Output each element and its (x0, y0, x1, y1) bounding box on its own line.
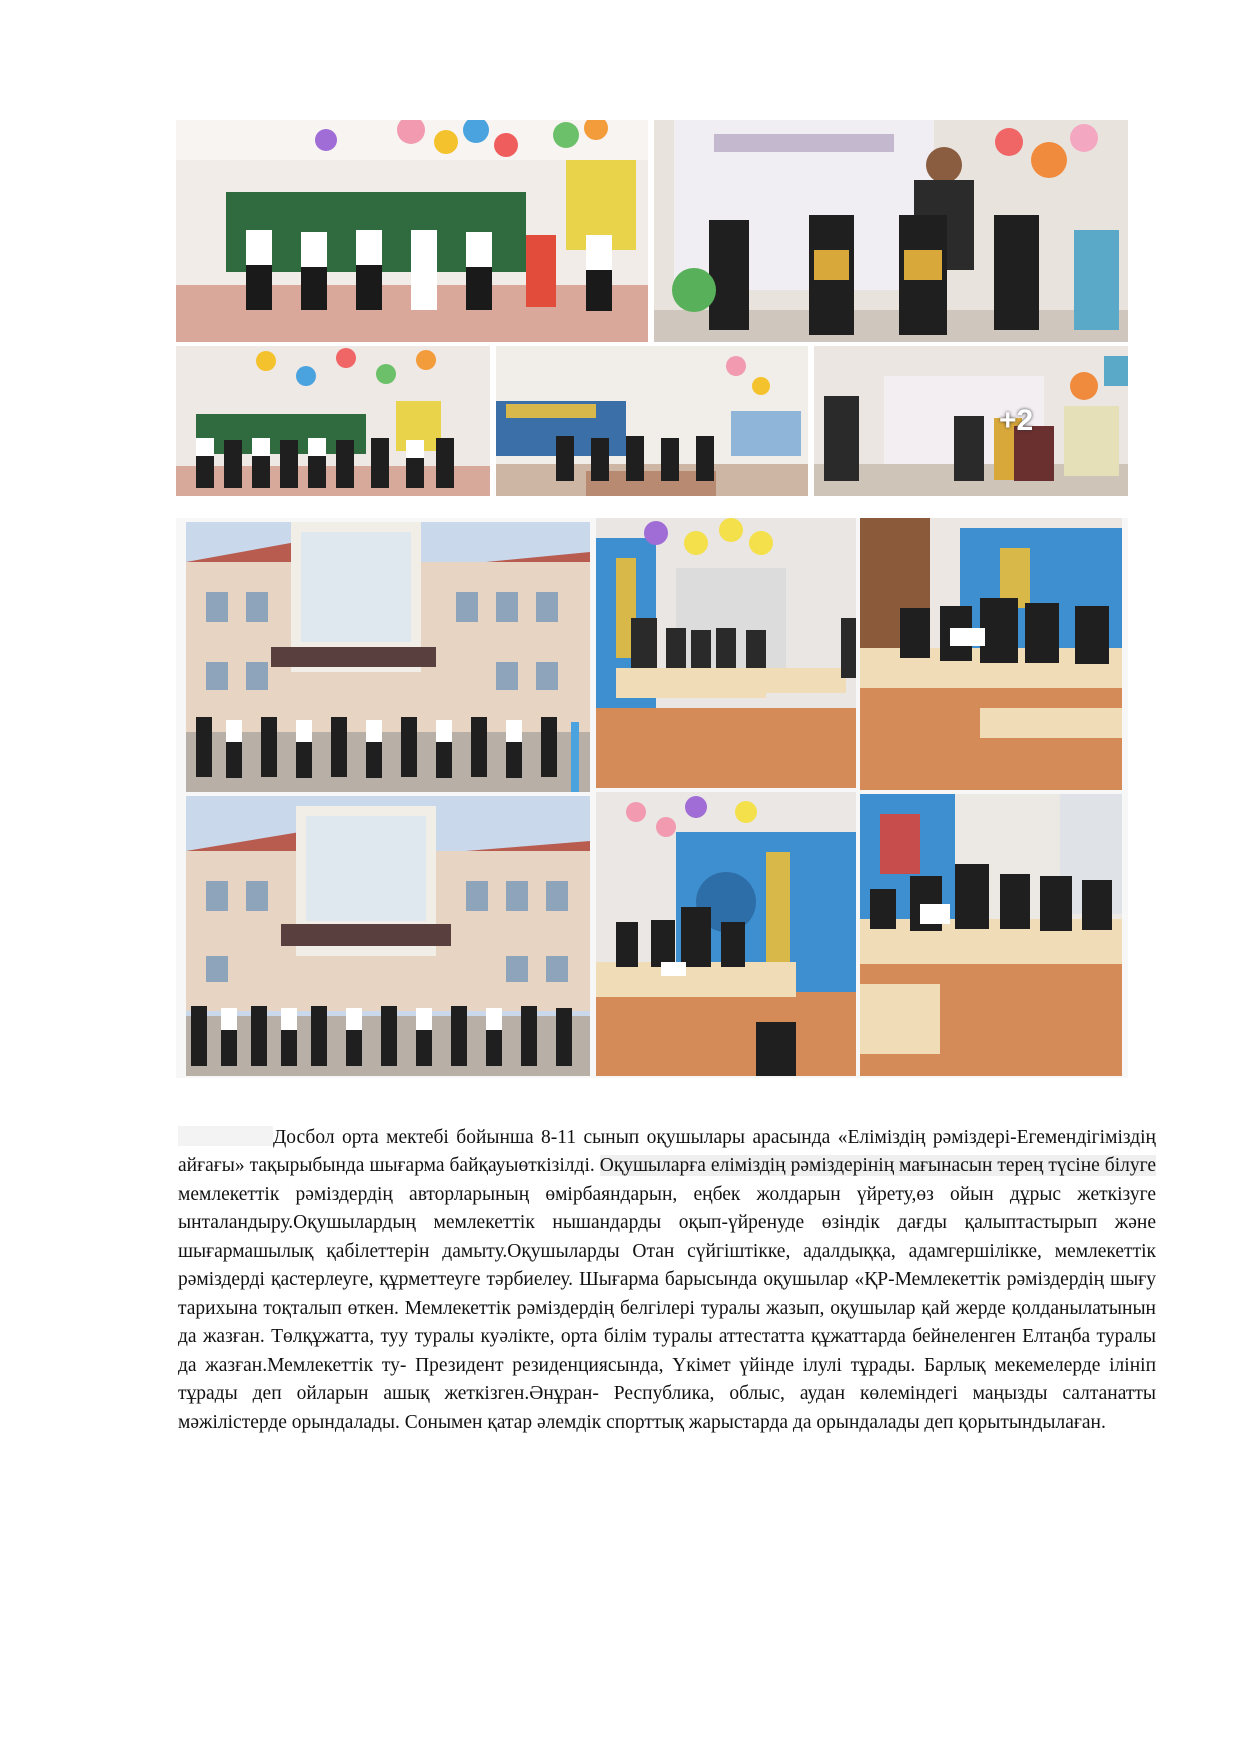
photo-school-building-1 (186, 522, 590, 792)
paragraph-indent (178, 1126, 273, 1146)
photo-class-line-1 (176, 346, 490, 496)
description-highlight: Оқушыларға еліміздің рәміздерінің мағынасын терең түсіне білуге (599, 1155, 1156, 1176)
photo-class-line-2 (496, 346, 808, 496)
photo-meeting-room-2 (860, 518, 1122, 790)
event-description (178, 1124, 1156, 1438)
description-part-2: мемлекеттік рәміздердің авторларының өмірбаяндарын, еңбек жолдарын үйрету,өз ойын дұрыс жеткізуге ынталандыру.Оқушылардың мемлекеттік нышандарды оқып-үйренуде өзіндік дағды қалыптастырып және шығармашылық қабілеттерін дамыту.Оқушыларды Отан сүйгіштікке, адалдыққа, адамгершілікке, мемлекеттік рәміздерді қастерлеуге, құрметтеуге тәрбиелеу. Шығарма барысында оқушылар «ҚР-Мемлекеттік рәміздердің шығу тарихына тоқталып өткен. Мемлекеттік рәміздердің белгілері туралы жазып, оқушылар қай жерде қолданылатынын да жазған. Төлқұжатта, туу туралы куәлікте, орта білім туралы аттестатта құжаттарда бейнеленген Елтаңба туралы да жазған.Мемлекеттік ту- Президент резиденциясында, Үкімет үйінде ілулі тұрады. Барлық мекемелерде ілініп тұрады деп ойларын ашық жеткізген.Әнұран- Республика, облыс, аудан көлеміндегі маңызды салтанатты мәжілістерде орындалады. Сонымен қатар әлемдік спорттық жарыстарда да орындалады деп қорытындылаған. (178, 1183, 1156, 1433)
description-part-1: Досбол орта мектебі бойынша 8-11 сынып оқушылары арасында «Еліміздің рәміздері-Егемендігіміздің айғағы» тақырыбында шығарма байқауыөткізілді. (178, 1126, 1156, 1176)
photo-class-line-3 (814, 346, 1128, 496)
photo-meeting-room-3 (596, 792, 856, 1076)
photo-mothers-day-stage (654, 120, 1128, 342)
photo-classroom-performance (176, 120, 648, 342)
photo-meeting-room-1 (596, 518, 856, 788)
photo-school-building-2 (186, 796, 590, 1076)
photo-meeting-room-4 (860, 794, 1122, 1076)
more-photos-badge: +2 (999, 404, 1034, 437)
